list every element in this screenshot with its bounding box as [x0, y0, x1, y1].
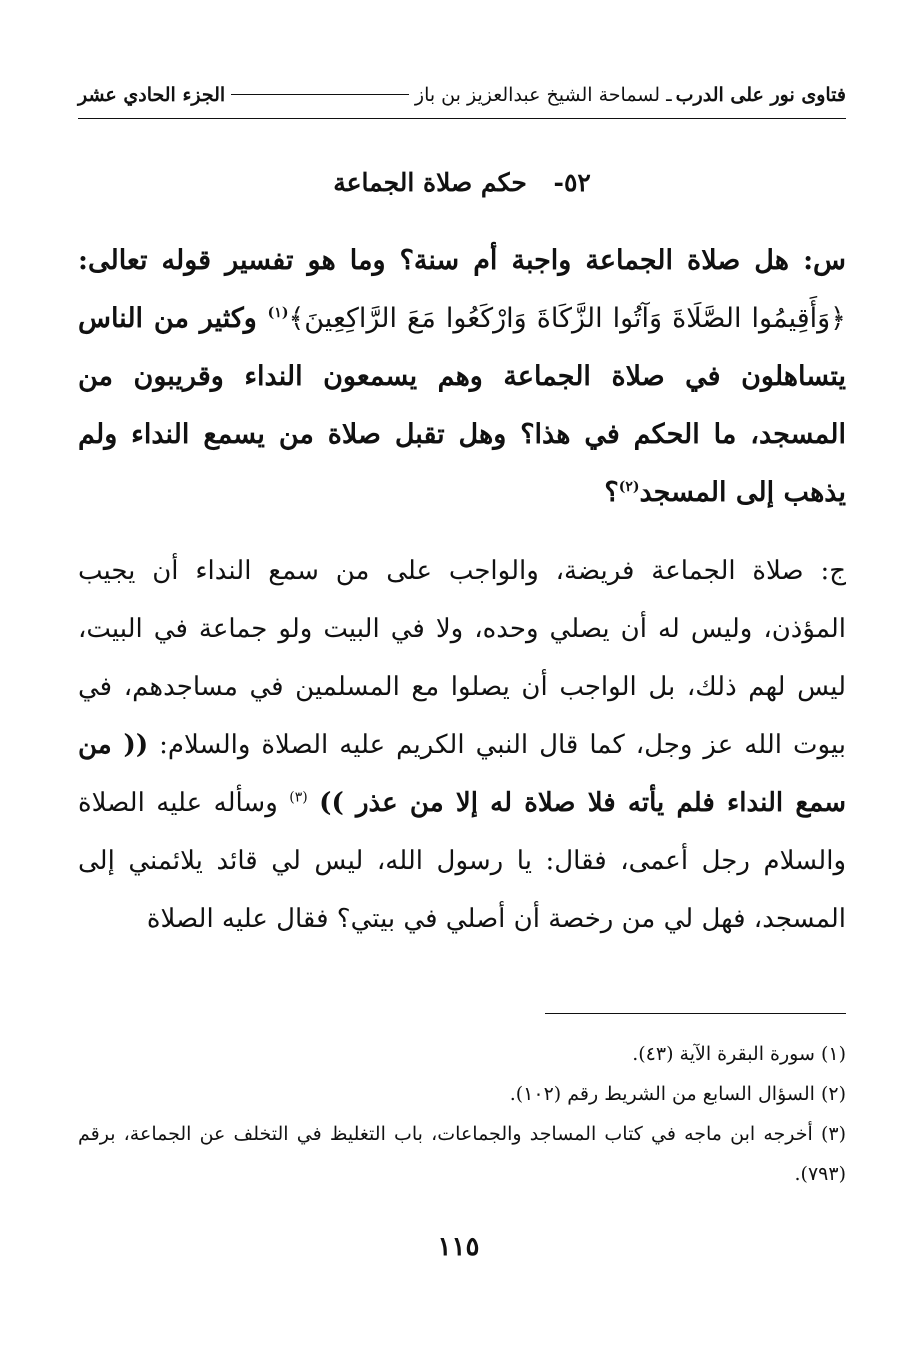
footnotes — [78, 1034, 846, 1194]
answer-paragraph — [78, 542, 846, 948]
header-dash-rule — [231, 94, 409, 95]
question-text-1: س: هل صلاة الجماعة واجبة أم سنة؟ وما هو تفسير قوله تعالى: — [78, 245, 846, 276]
page-number: ١١٥ — [437, 1232, 480, 1262]
header-part: الجزء الحادي عشر — [78, 84, 226, 106]
chapter-title: حكم صلاة الجماعة — [333, 168, 527, 197]
header-divider — [78, 118, 846, 119]
header-book-title: فتاوى نور على الدرب — [675, 84, 846, 106]
header-author: ـ لسماحة الشيخ عبدالعزيز بن باز — [414, 84, 672, 106]
quran-verse: ﴿وَأَقِيمُوا الصَّلَاةَ وَآتُوا الزَّكَاةَ وَارْكَعُوا مَعَ الرَّاكِعِينَ﴾ — [288, 303, 846, 334]
question-text-2: وكثير من الناس يتساهلون في صلاة الجماعة وهم يسمعون النداء وقريبون من المسجد، ما الحكم في هذا؟ وهل تقبل صلاة من يسمع النداء ولم يذهب إلى المسجد — [78, 303, 846, 508]
footnote-1: (١) سورة البقرة الآية (٤٣). — [632, 1043, 846, 1065]
footnote-ref-2[interactable]: (٢) — [618, 479, 640, 495]
footnote-3: (٣) أخرجه ابن ماجه في كتاب المساجد والجماعات، باب التغليظ في التخلف عن الجماعة، برقم (٧٩٣). — [78, 1123, 846, 1185]
footnote-divider — [545, 1013, 846, 1014]
footnote-ref-1[interactable]: (١) — [267, 305, 289, 321]
running-header — [78, 84, 846, 106]
question-mark: ؟ — [604, 477, 619, 508]
hadith-quote: (( من سمع النداء فلم يأته فلا صلاة له إلا من عذر )) — [78, 730, 847, 818]
answer-text-2: وسأله عليه الصلاة والسلام رجل أعمى، فقال: يا رسول الله، ليس لي قائد يلائمني إلى المسجد، فهل لي من رخصة أن أصلي في بيتي؟ فقال عليه الصلاة — [78, 788, 846, 934]
footnote-2: (٢) السؤال السابع من الشريط رقم (١٠٢). — [509, 1083, 846, 1105]
question-paragraph — [78, 232, 846, 522]
chapter-heading — [78, 168, 846, 197]
footnote-ref-3[interactable]: (٣) — [289, 789, 308, 806]
answer-text-1: ج: صلاة الجماعة فريضة، والواجب على من سمع النداء أن يجيب المؤذن، وليس له أن يصلي وحده، ولا في البيت ولو جماعة في البيت، ليس لهم ذلك، بل الواجب أن يصلوا مع المسلمين في مساجدهم، في بيوت الله عز وجل، كما قال النبي الكريم عليه الصلاة والسلام: — [78, 556, 846, 760]
chapter-number: ٥٢- — [553, 168, 591, 197]
